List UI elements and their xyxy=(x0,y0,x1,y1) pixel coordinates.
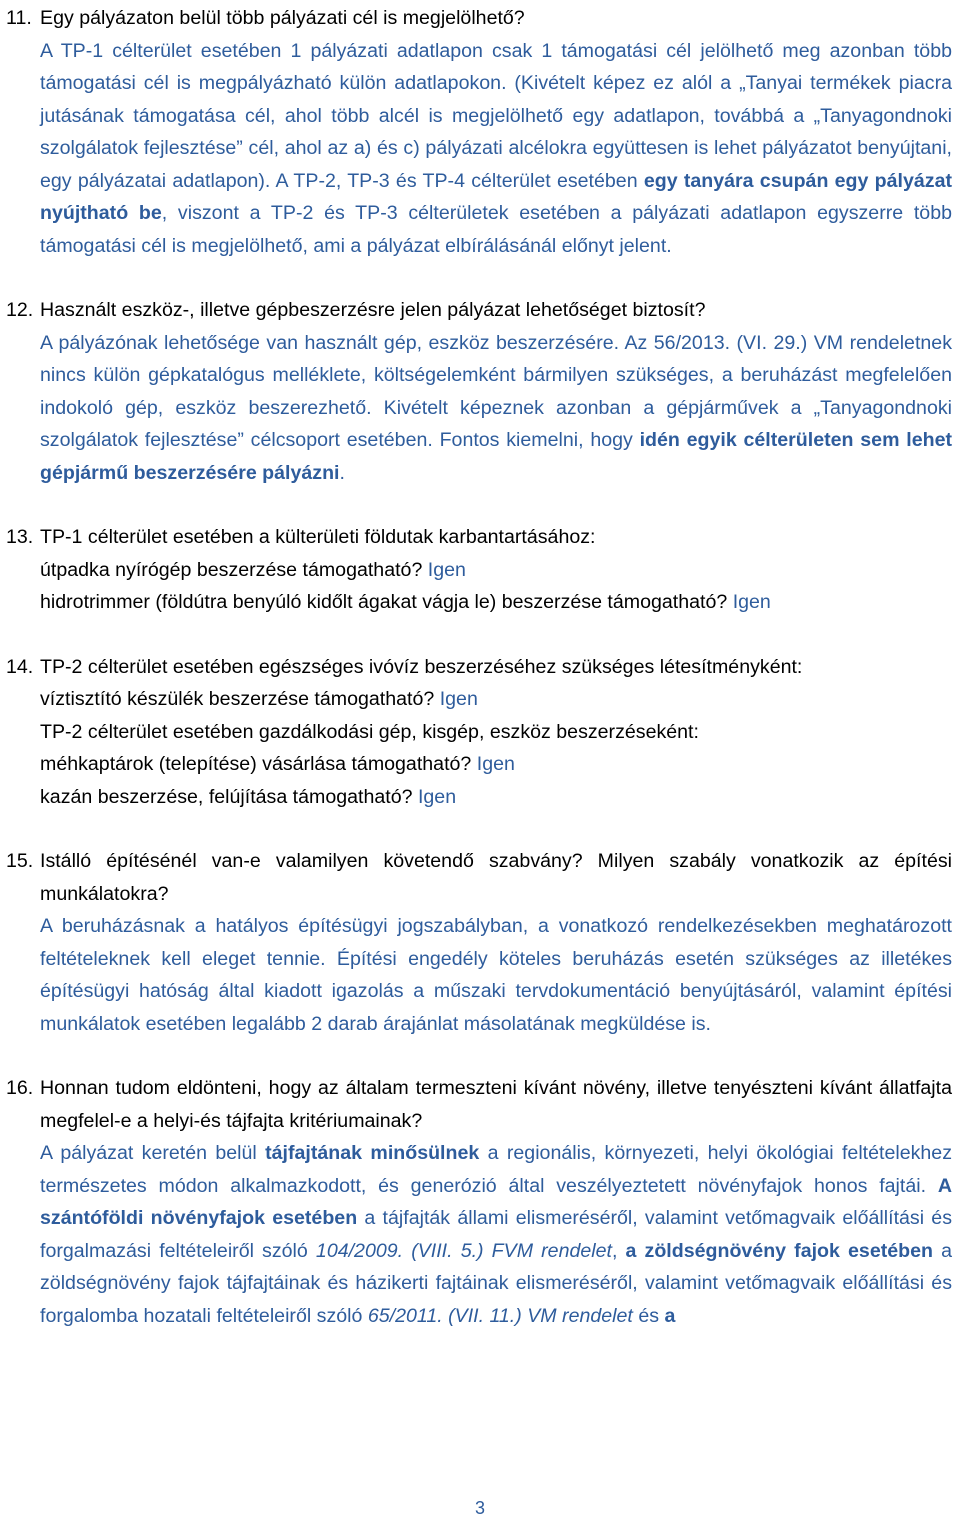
answer-text: Igen xyxy=(476,753,515,775)
answer-text: A pályázat keretén belül xyxy=(40,1142,266,1164)
question-number: 16. xyxy=(6,1077,34,1099)
sub-question xyxy=(40,748,952,781)
question xyxy=(6,2,952,35)
faq-item-16 xyxy=(6,1072,952,1332)
question-number: 11. xyxy=(6,7,32,29)
answer-text: a tájfajták állami elismeréséről, valamint vetőmagvaik előállítási és forgalmazási feltételeiről szóló xyxy=(40,1207,952,1262)
spacer xyxy=(6,619,952,651)
spacer xyxy=(6,262,952,294)
answer-emphasis: egy tanyára csupán egy pályázat nyújtható be xyxy=(40,169,952,224)
answer xyxy=(40,1137,952,1332)
question xyxy=(6,845,952,910)
answer-text: A beruházásnak a hatályos építésügyi jogszabályban, a vonatkozó rendelkezésekben meghatározott feltételeknek kell eleget tennie. Építési engedély köteles beruházás esetén szükséges az illetékes építésügyi hatóság által kiadott igazolás a műszaki tervdokumentáció benyújtásáról, valamint építési munkálatok esetében legalább 2 darab árajánlat másolatának megküldése is. xyxy=(40,915,952,1035)
question-number: 15. xyxy=(6,850,34,872)
question xyxy=(6,1072,952,1137)
question-text: Egy pályázaton belül több pályázati cél is megjelölhető? xyxy=(40,7,525,29)
answer-text: , xyxy=(611,1239,626,1262)
question xyxy=(6,294,952,327)
question-text: Istálló építésénél van-e valamilyen követendő szabvány? Milyen szabály vonatkozik az építési munkálatokra? xyxy=(40,850,952,905)
regulation-reference: 65/2011. (VII. 11.) VM rendelet xyxy=(367,1304,633,1327)
answer xyxy=(40,327,952,490)
question-text: TP-1 célterület esetében a külterületi földutak karbantartásához: xyxy=(40,526,596,548)
question-text: Használt eszköz-, illetve gépbeszerzésre jelen pályázat lehetőséget biztosít? xyxy=(40,299,706,321)
answer-emphasis: a xyxy=(664,1304,676,1327)
page-number: 3 xyxy=(474,1498,485,1518)
sub-question xyxy=(40,781,952,814)
sub-question xyxy=(40,683,952,716)
answer-text: Igen xyxy=(427,558,466,581)
question-number: 14. xyxy=(6,655,34,678)
answer-text: A TP-1 célterület esetében 1 pályázati adatlapon csak 1 támogatási cél jelölhető meg azonban több támogatási cél is megpályázható külön adatlapokon. (Kivételt képez ez alól a „Tanyai termékek piacra jutásának támogatása cél, ahol több alcél is megjelölhető egy adatlapon, továbbá a „Tanyagondnoki szolgálatok fejlesztése” cél, ahol az a) és c) pályázati alcélokra együttesen is lehet pályázatot benyújtani, egy pályázatai adatlapon). A TP-2, TP-3 és TP-4 célterület esetében xyxy=(40,39,952,192)
faq-item-14 xyxy=(6,651,952,814)
answer-text: a zöldségnövény fajok tájfajtáinak és házikerti fajtáinak elismeréséről, valamint vetőmagvaik előállítási és forgalomba hozatali feltételeiről szóló xyxy=(40,1239,952,1327)
answer xyxy=(40,35,952,263)
sub-question-text: víztisztító készülék beszerzése támogatható? xyxy=(40,688,440,710)
answer xyxy=(40,910,952,1040)
spacer xyxy=(6,489,952,521)
spacer xyxy=(6,1040,952,1072)
answer-emphasis: tájfajtának minősülnek xyxy=(265,1142,480,1164)
question-text: Honnan tudom eldönteni, hogy az általam termeszteni kívánt növény, illetve tenyészteni kívánt állatfajta megfelel-e a helyi-és tájfajta kritériumainak? xyxy=(40,1077,952,1132)
sub-question-text: útpadka nyírógép beszerzése támogatható? xyxy=(40,558,428,581)
sub-questions xyxy=(40,554,952,619)
question xyxy=(6,651,952,684)
sub-question-text: kazán beszerzése, felújítása támogatható? xyxy=(40,785,418,808)
answer-text: Igen xyxy=(417,785,457,808)
answer-emphasis: a zöldségnövény fajok esetében xyxy=(625,1239,933,1262)
faq-item-11 xyxy=(6,2,952,262)
sub-question-text: TP-2 célterület esetében gazdálkodási gép, kisgép, eszköz beszerzéseként: xyxy=(40,720,699,743)
faq-item-13 xyxy=(6,521,952,619)
answer-text: , viszont a TP-2 és TP-3 célterületek esetében a pályázati adatlapon egyszerre több támogatási cél is megjelölhető, ami a pályázat elbírálásánál előnyt jelent. xyxy=(40,202,952,257)
sub-questions xyxy=(40,683,952,813)
sub-question xyxy=(40,554,952,587)
spacer xyxy=(6,813,952,845)
question xyxy=(6,521,952,554)
answer-text: A pályázónak lehetősége van használt gép, eszköz beszerzésére. Az 56/2013. (VI. 29.) VM rendeletnek nincs külön gépkatalógus melléklete, költségelemként bármilyen szükséges, a beruházást megfelelően indokoló gép, eszköz beszerezhető. Kivételt képeznek azonban a gépjárművek a „Tanyagondnoki szolgálatok fejlesztése” célcsoport esetében. Fontos kiemelni, hogy xyxy=(40,331,952,451)
answer-text: és xyxy=(632,1304,665,1327)
sub-question xyxy=(40,586,952,619)
answer-text: a regionális, környezeti, helyi ökológiai feltételekhez természetes módon alkalmazkodott, és generózió által veszélyeztetett növényfajok honos fajtái. xyxy=(40,1142,952,1197)
answer-emphasis: A szántóföldi növényfajok esetében xyxy=(40,1174,952,1229)
answer-text: Igen xyxy=(439,688,478,710)
answer-emphasis: idén egyik célterületen sem lehet gépjármű beszerzésére pályázni xyxy=(40,429,952,484)
regulation-reference: 104/2009. (VIII. 5.) FVM rendelet xyxy=(315,1239,612,1262)
sub-question xyxy=(40,716,952,749)
question-number: 13. xyxy=(6,526,34,548)
question-text: TP-2 célterület esetében egészséges ivóvíz beszerzéséhez szükséges létesítményként: xyxy=(40,655,803,678)
answer-text: Igen xyxy=(732,591,771,613)
faq-item-12 xyxy=(6,294,952,489)
answer-text: . xyxy=(339,461,345,484)
faq-item-15 xyxy=(6,845,952,1040)
question-number: 12. xyxy=(6,299,34,321)
sub-question-text: méhkaptárok (telepítése) vásárlása támogatható? xyxy=(40,753,477,775)
sub-question-text: hidrotrimmer (földútra benyúló kidőlt ágakat vágja le) beszerzése támogatható? xyxy=(40,591,733,613)
